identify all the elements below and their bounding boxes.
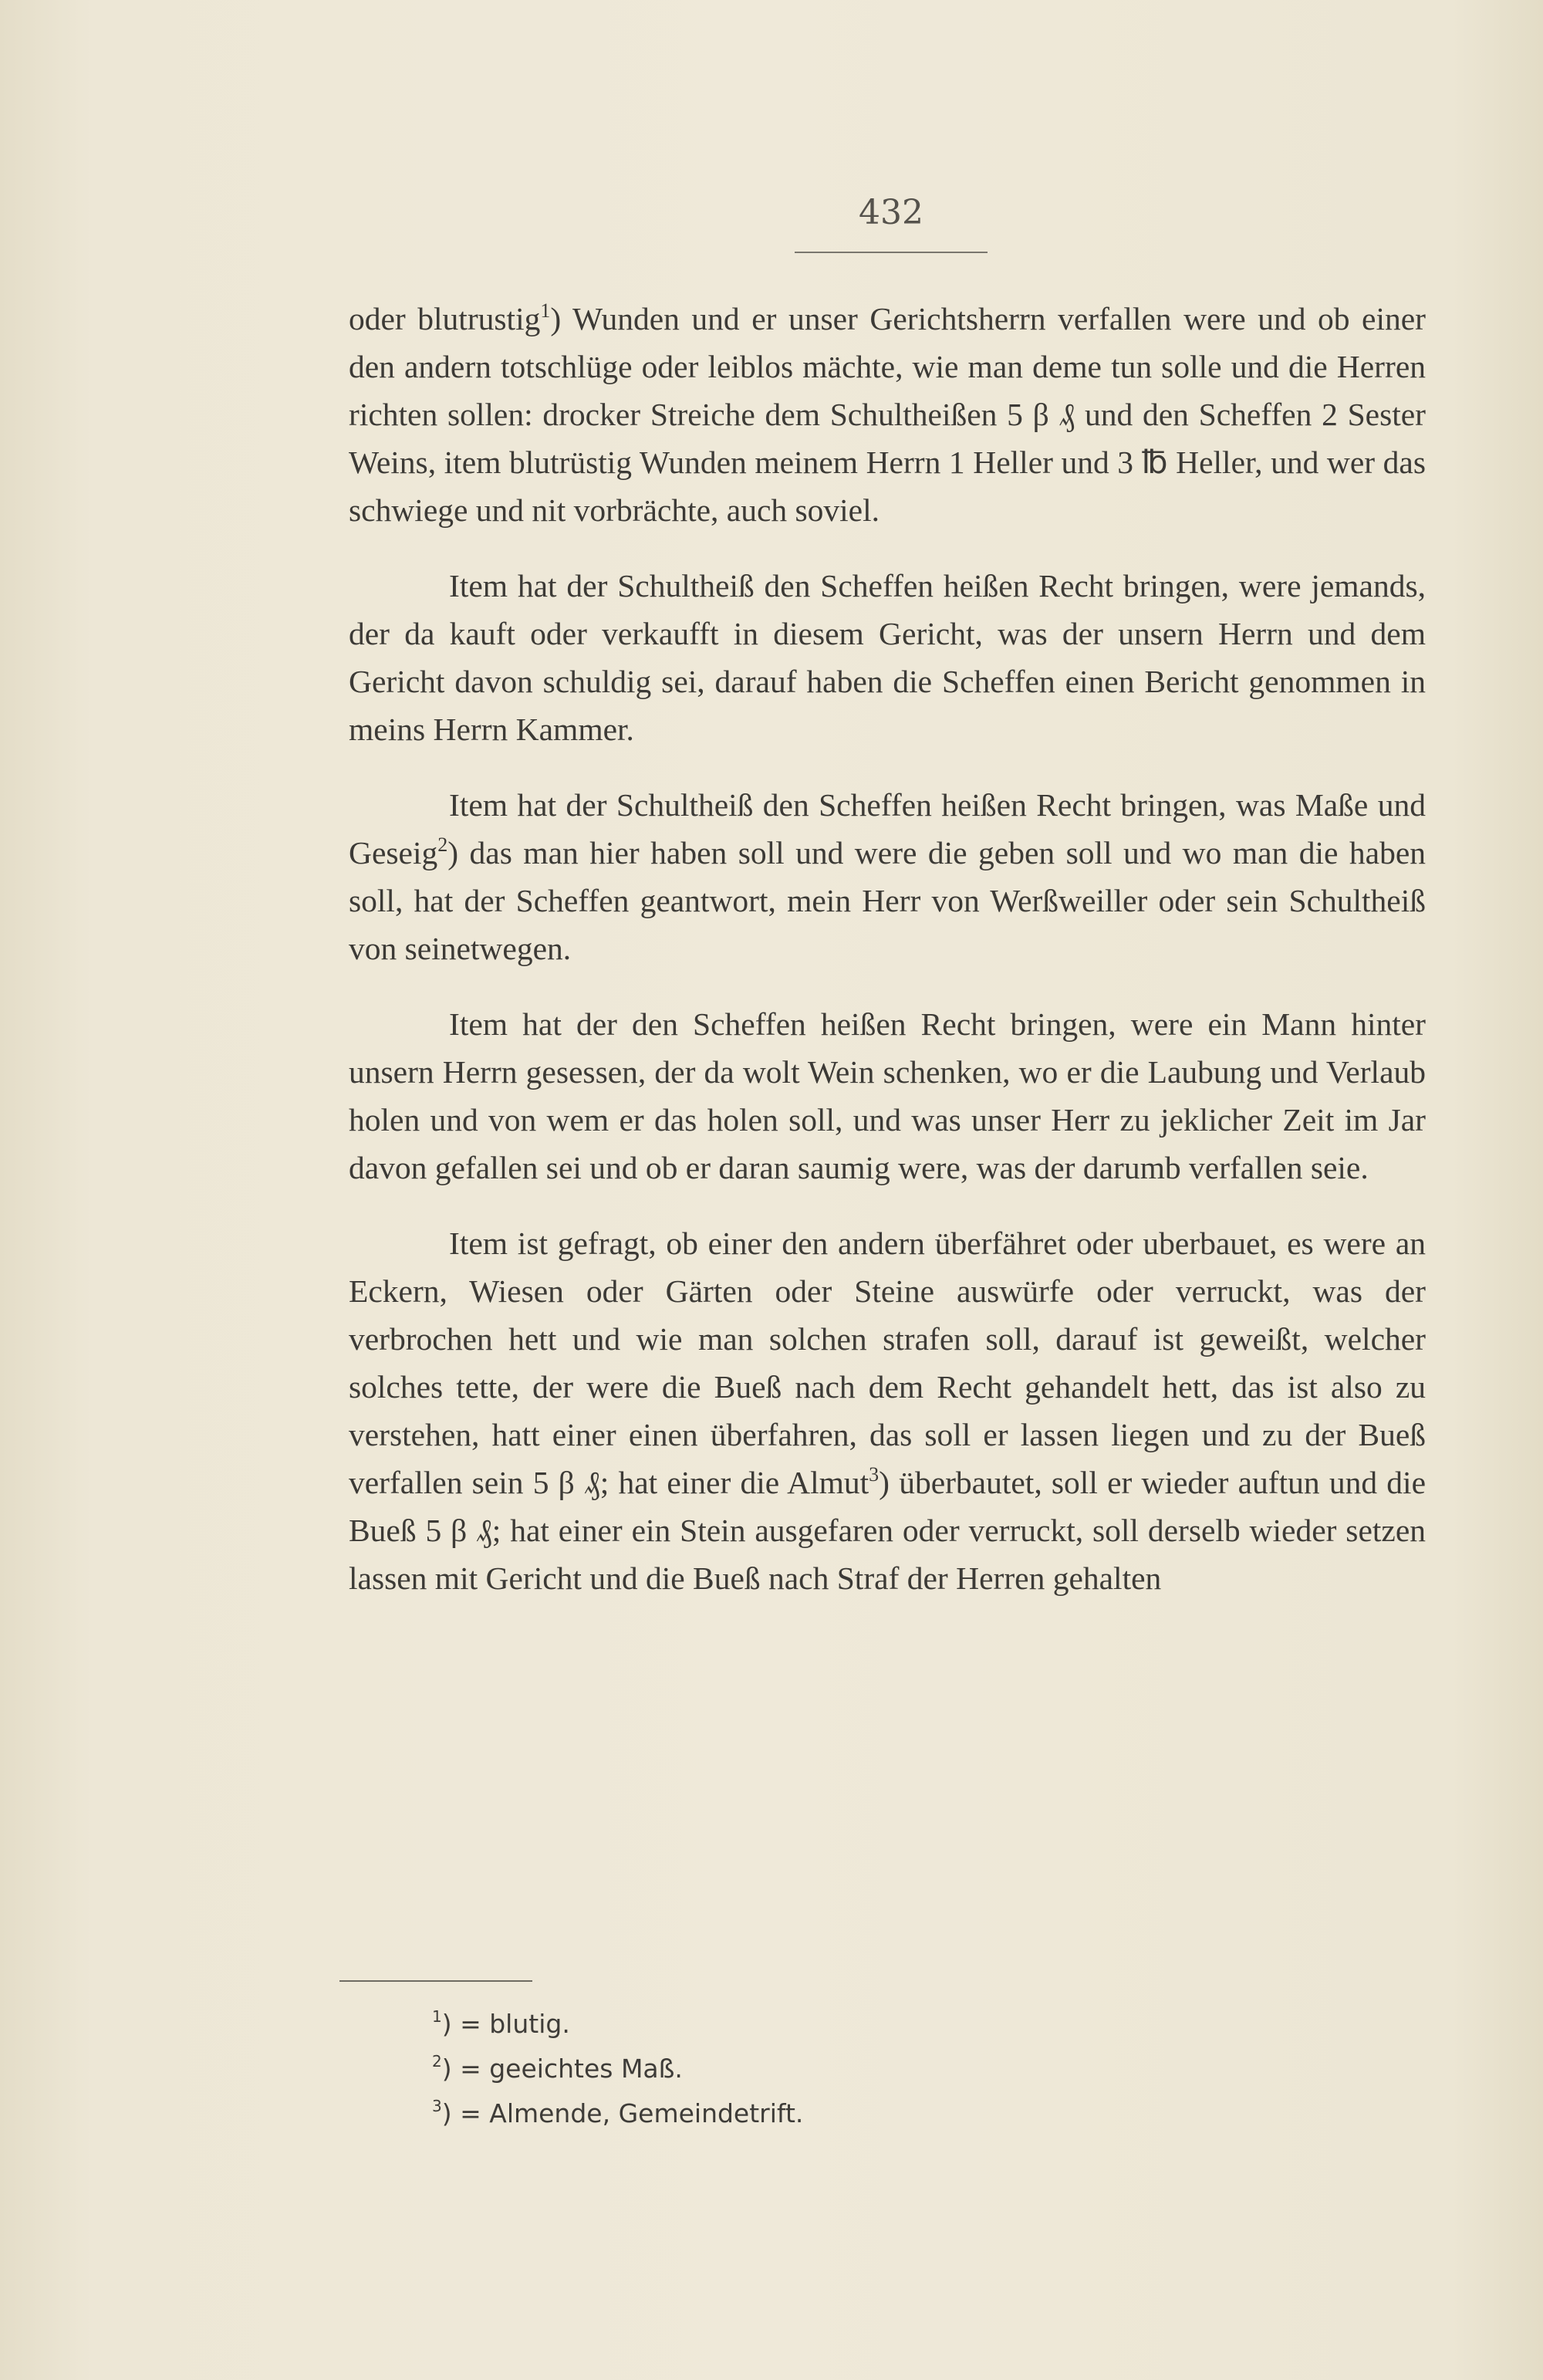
footnote-text: ) = blutig. [441,2009,570,2039]
footnote [432,2002,1126,2047]
footnotes [432,2002,1126,2136]
paragraph [349,562,1426,753]
paragraph-text: ) überbautet, soll er wieder auftun und die Bueß 5 β ₰; hat einer ein Stein ausgefaren oder verruckt, soll derselb wieder setzen lassen mit Gericht und die Bueß nach Straf der Herren gehalten [349,1465,1426,1596]
page-number-rule [795,252,988,253]
body-text [349,295,1426,1602]
footnote [432,2047,1126,2091]
footnote-separator [339,1980,532,1982]
paragraph-text: Item hat der den Scheffen heißen Recht bringen, were ein Mann hinter unsern Herrn gesessen, der da wolt Wein schenken, wo er die Laubung und Verlaub holen und von wem er das holen soll, und was unser Herr zu jeklicher Zeit im Jar davon gefallen sei und ob er daran saumig were, was der darumb verfallen seie. [349,1006,1426,1185]
paragraph-text: ) Wunden und er unser Gerichtsherrn verfallen were und ob einer den andern totschlüge oder leiblos mächte, wie man deme tun solle und die Herren richten sollen: drocker Streiche dem Schultheißen 5 β ₰ und den Scheffen 2 Sester Weins, item blutrüstig Wunden meinem Herrn 1 Heller und 3 ℔ Heller, und wer das schwiege und nit vorbrächte, auch soviel. [349,301,1426,528]
paragraph-text: Item hat der Schultheiß den Scheffen heißen Recht bringen, were jemands, der da kauft oder verkaufft in diesem Gericht, was der unsern Herrn und dem Gericht davon schuldig sei, darauf haben die Scheffen einen Bericht genommen in meins Herrn Kammer. [349,568,1426,747]
paragraph-text: Item hat der Schultheiß den Scheffen heißen Recht bringen, was Maße und Geseig [349,787,1426,871]
footnote-text: ) = geeichtes Maß. [441,2054,683,2084]
paragraph [349,1000,1426,1192]
paragraph [349,1219,1426,1602]
footnote-mark: 1 [432,2007,442,2026]
paragraph-text: Item ist gefragt, ob einer den andern überfähret oder uberbauet, es were an Eckern, Wiesen oder Gärten oder Steine auswürfe oder verruckt, was der verbrochen hett und wie man solchen strafen soll, darauf ist geweißt, welcher solches tette, der were die Bueß nach dem Recht gehandelt hett, das ist also zu verstehen, hatt einer einen überfahren, das soll er lassen liegen und zu der Bueß verfallen sein 5 β ₰; hat einer die Almut [349,1225,1426,1500]
paragraph-text: oder blutrustig [349,301,541,336]
footnote [432,2091,1126,2136]
footnote-reference: 2 [437,833,448,856]
footnote-text: ) = Almende, Gemeindetrift. [441,2098,804,2128]
paragraph-text: ) das man hier haben soll und were die geben soll und wo man die haben soll, hat der Scheffen geantwort, mein Herr von Werßweiller oder sein Schultheiß von seinetwegen. [349,835,1426,966]
footnote-reference: 3 [869,1463,880,1486]
paragraph [349,295,1426,534]
footnote-mark: 3 [432,2097,442,2115]
page-number: 432 [859,193,923,232]
paragraph [349,781,1426,972]
footnote-reference: 1 [540,299,551,322]
footnote-mark: 2 [432,2052,442,2071]
